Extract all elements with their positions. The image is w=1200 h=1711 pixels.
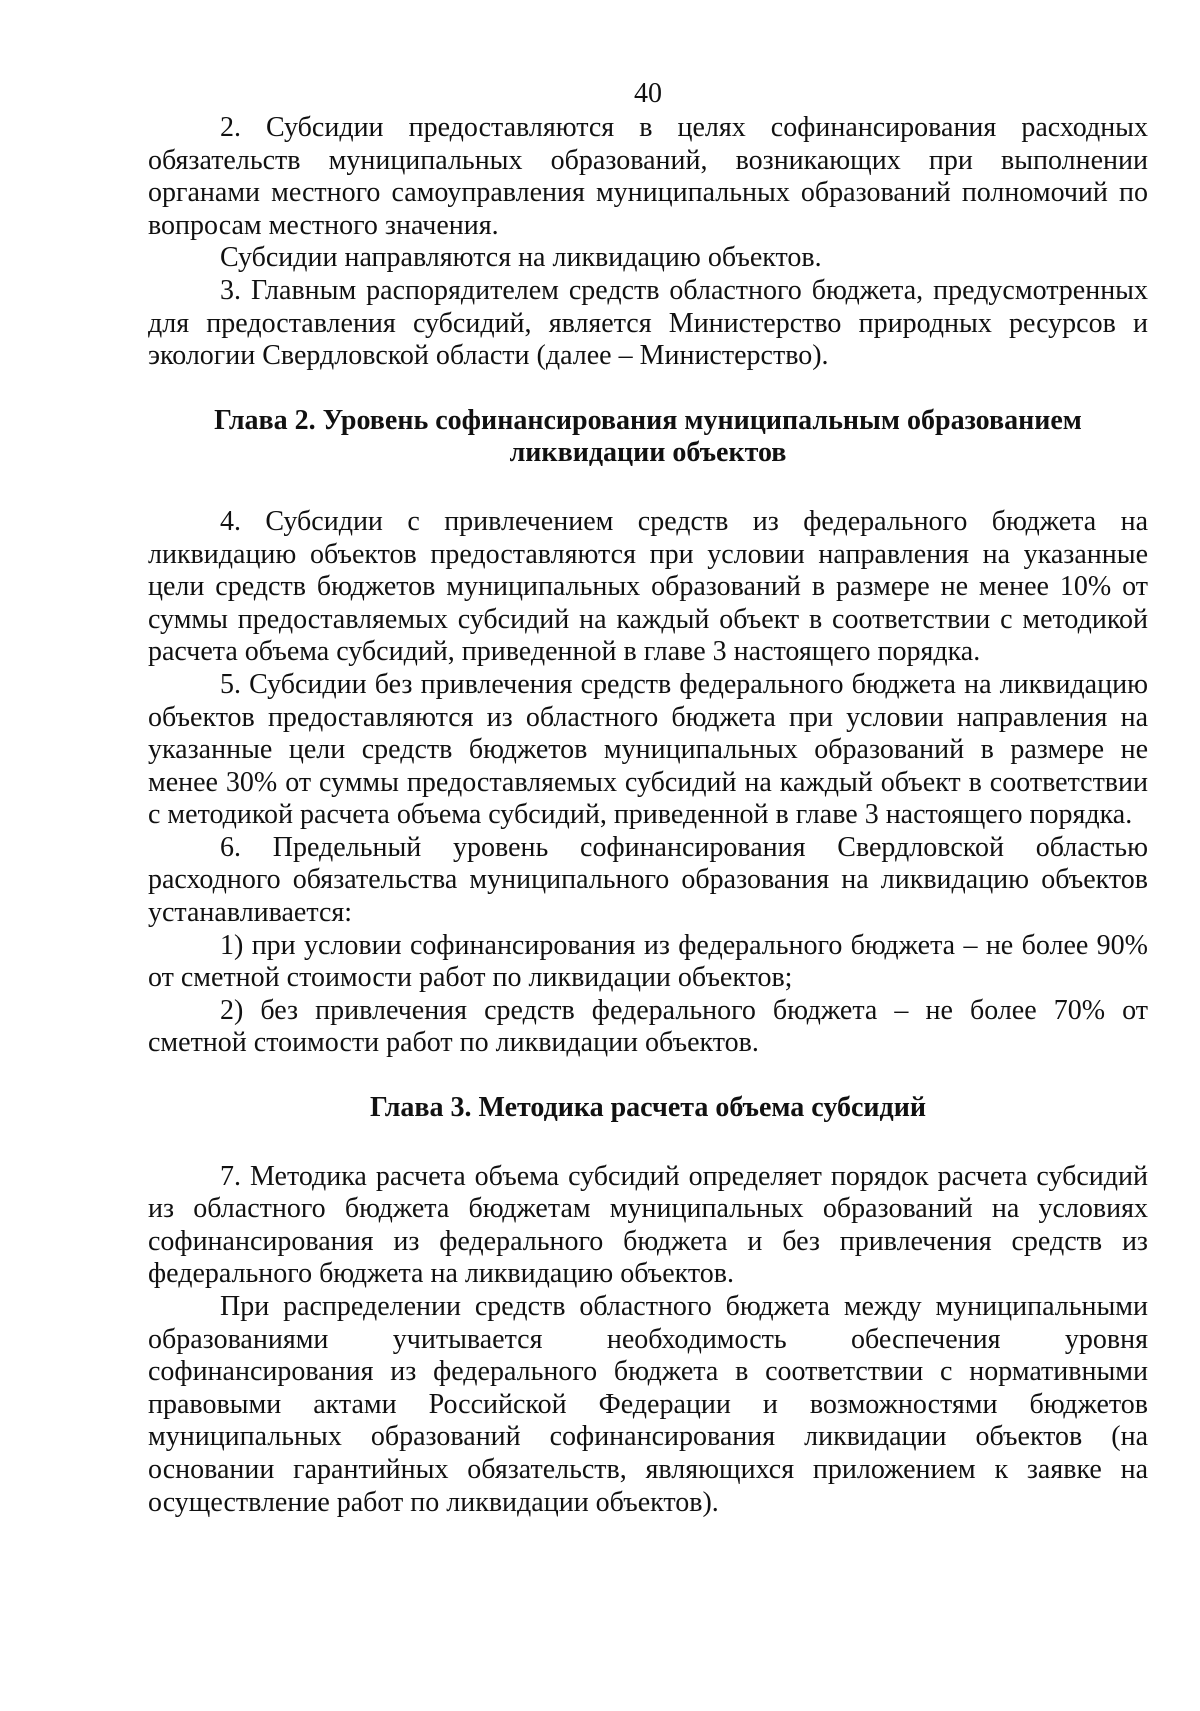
paragraph-subsidies-direction: Субсидии направляются на ликвидацию объектов.	[220, 242, 822, 274]
paragraph-6-item-2: 2) без привлечения средств федерального бюджета – не более 70% от сметной стоимости работ по ликвидации объектов.	[148, 994, 1148, 1059]
paragraph-7: 7. Методика расчета объема субсидий определяет порядок расчета субсидий из областного бюджета бюджетам муниципальных образований на условиях софинансирования из федерального бюджета и без привлечения средств из федерального бюджета на ликвидацию объектов.	[148, 1160, 1148, 1290]
chapter-2-title	[148, 405, 1148, 470]
chapter-3-title: Глава 3. Методика расчета объема субсидий	[370, 1092, 926, 1124]
spacer	[148, 1125, 1148, 1161]
paragraph-2: 2. Субсидии предоставляются в целях софинансирования расходных обязательств муниципальных образований, возникающих при выполнении органами местного самоуправления муниципальных образований полномочий по вопросам местного значения.	[148, 112, 1148, 241]
spacer	[148, 1060, 1148, 1092]
spacer	[148, 470, 1148, 506]
paragraph-5: 5. Субсидии без привлечения средств федерального бюджета на ликвидацию объектов предоставляются из областного бюджета при условии направления на указанные цели средств бюджетов муниципальных образований в размере не менее 30% от суммы предоставляемых субсидий на каждый объект в соответствии с методикой расчета объема субсидий, приведенной в главе 3 настоящего порядка.	[148, 668, 1148, 831]
paragraph-6: 6. Предельный уровень софинансирования Свердловской областью расходного обязательства муниципального образования на ликвидацию объектов устанавливается:	[148, 831, 1148, 929]
chapter-2-title-line-2: ликвидации объектов	[509, 437, 787, 469]
document-page	[148, 78, 1148, 1519]
paragraph-6-item-1: 1) при условии софинансирования из федерального бюджета – не более 90% от сметной стоимости работ по ликвидации объектов;	[148, 929, 1148, 994]
paragraph-3: 3. Главным распорядителем средств областного бюджета, предусмотренных для предоставления субсидий, является Министерство природных ресурсов и экологии Свердловской области (далее – Министерство).	[148, 274, 1148, 372]
paragraph-4: 4. Субсидии с привлечением средств из федерального бюджета на ликвидацию объектов предоставляются при условии направления на указанные цели средств бюджетов муниципальных образований в размере не менее 10% от суммы предоставляемых субсидий на каждый объект в соответствии с методикой расчета объема субсидий, приведенной в главе 3 настоящего порядка.	[148, 505, 1148, 668]
page-number: 40	[634, 78, 662, 109]
spacer	[148, 373, 1148, 405]
chapter-2-title-line-1: Глава 2. Уровень софинансирования муниципальным образованием	[214, 404, 1082, 436]
paragraph-distribution: При распределении средств областного бюджета между муниципальными образованиями учитывается необходимость обеспечения уровня софинансирования из федерального бюджета в соответствии с нормативными правовыми актами Российской Федерации и возможностями бюджетов муниципальных образований софинансирования ликвидации объектов (на основании гарантийных обязательств, являющихся приложением к заявке на осуществление работ по ликвидации объектов).	[148, 1291, 1148, 1518]
